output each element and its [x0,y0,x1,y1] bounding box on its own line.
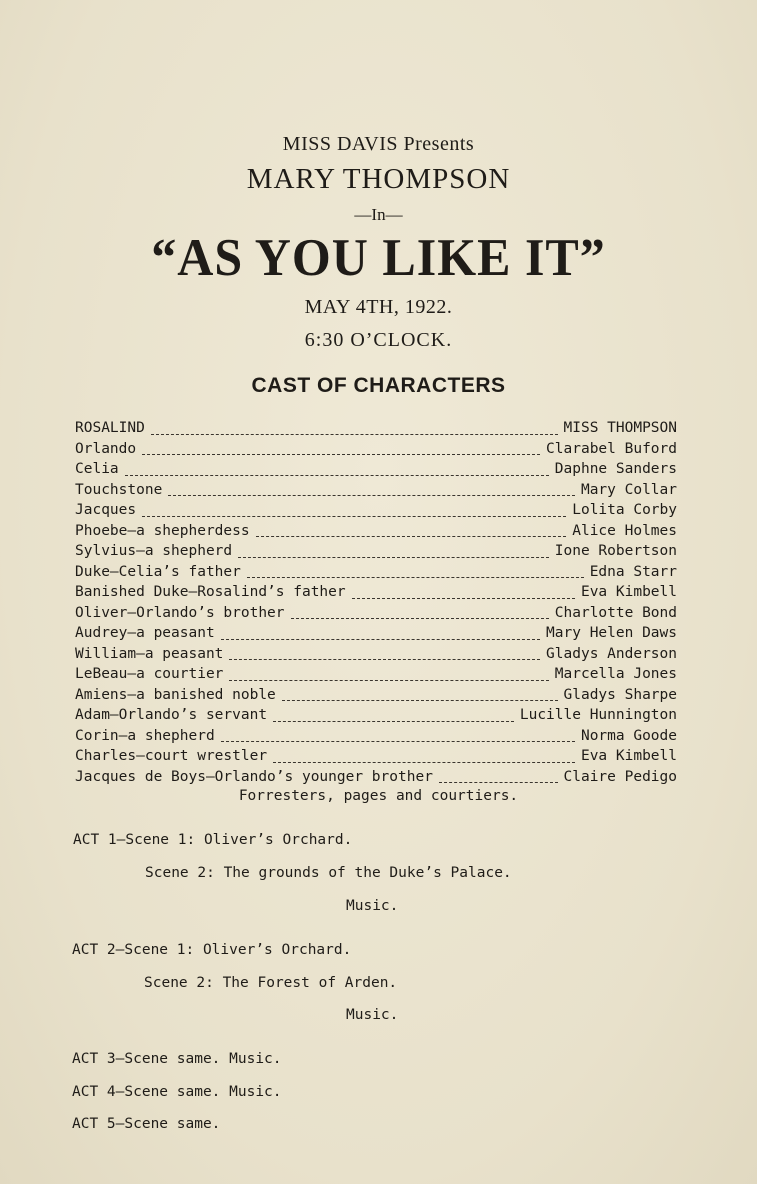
cast-row [75,625,677,646]
cast-row [75,461,677,482]
cast-row [75,502,677,523]
cast-heading: CAST OF CHARACTERS [251,374,506,397]
cast-role: Sylvius—a shepherd [75,543,233,559]
cast-actor: Gladys Anderson [546,645,677,662]
cast-row [75,646,677,667]
leader-dashes [352,588,575,599]
cast-role: Amiens—a banished noble [75,686,276,703]
cast-row [75,728,677,749]
leader-dashes [291,608,549,619]
leader-dashes [439,772,558,783]
cast-actor: Mary Helen Daws [546,625,677,641]
act-5: ACT 5—Scene same. [72,1116,221,1132]
cast-actor: Mary Collar [580,481,677,498]
cast-actor: Norma Goode [580,727,677,744]
in-line: —In— [354,205,403,224]
leader-dashes [168,485,575,496]
cast-role: Orlando [75,440,137,457]
cast-actor: Claire Pedigo [563,768,677,785]
cast-role: Charles—court wrestler [75,748,268,764]
leader-dashes [273,752,575,763]
act-1-scene-2: Scene 2: The grounds of the Duke’s Palace. [145,865,512,881]
cast-role: Duke—Celia’s father [75,563,241,580]
cast-row [75,605,677,626]
leader-dashes [273,711,514,722]
cast-row [75,564,677,585]
cast-role: Touchstone [75,481,163,498]
cast-actor: Gladys Sharpe [563,686,677,703]
leader-dashes [229,670,548,681]
leader-dashes [282,690,558,701]
cast-role: Jacques de Boys—Orlando’s younger brother [75,768,433,785]
cast-row [75,482,677,503]
cast-actor: Eva Kimbell [580,584,677,600]
leader-dashes [247,567,584,578]
star-name: MARY THOMPSON [246,163,511,195]
leader-dashes [221,629,540,640]
act-2-scene-2: Scene 2: The Forest of Arden. [144,975,398,991]
act-1: ACT 1—Scene 1: Oliver’s Orchard. [73,832,353,848]
cast-actor: Charlotte Bond [554,604,677,621]
cast-role: Jacques [75,502,137,518]
cast-role: ROSALIND [75,420,145,436]
cast-row [75,523,677,544]
play-title: “AS YOU LIKE IT” [151,227,606,287]
cast-actor: Edna Starr [589,563,677,580]
performance-date: MAY 4TH, 1922. [304,296,453,318]
leader-dashes [142,506,566,517]
cast-actor: Alice Holmes [572,522,677,539]
cast-row [75,687,677,708]
cast-row [75,666,677,687]
cast-role: Adam—Orlando’s servant [75,707,268,723]
cast-row [75,769,677,790]
cast-role: Audrey—a peasant [75,625,215,641]
cast-row [75,441,677,462]
extras-line: Forresters, pages and courtiers. [238,788,519,804]
act-4: ACT 4—Scene same. Music. [72,1084,282,1100]
cast-role: Corin—a shepherd [75,727,215,744]
music-note-2: Music. [346,1007,399,1023]
cast-list [75,420,677,789]
cast-actor: Lucille Hunnington [519,707,677,723]
cast-row [75,707,677,728]
act-2: ACT 2—Scene 1: Oliver’s Orchard. [72,942,352,958]
cast-role: Oliver—Orlando’s brother [75,604,285,621]
leader-dashes [256,526,567,537]
act-3: ACT 3—Scene same. Music. [72,1051,282,1067]
cast-role: Celia [75,461,119,477]
cast-role: LeBeau—a courtier [75,666,224,682]
cast-row [75,748,677,769]
cast-role: William—a peasant [75,645,224,662]
cast-row [75,543,677,564]
cast-actor: Clarabel Buford [546,440,677,457]
leader-dashes [221,731,575,742]
cast-row [75,584,677,605]
performance-time: 6:30 O’CLOCK. [304,329,453,351]
cast-actor: Daphne Sanders [554,461,677,477]
leader-dashes [229,649,540,660]
cast-row [75,420,677,441]
music-note-1: Music. [346,898,399,914]
cast-actor: Eva Kimbell [580,748,677,764]
leader-dashes [151,424,558,435]
cast-actor: Ione Robertson [554,543,677,559]
cast-actor: Lolita Corby [572,502,677,518]
leader-dashes [142,444,540,455]
cast-actor: MISS THOMPSON [563,420,677,436]
cast-role: Phoebe—a shepherdess [75,522,250,539]
leader-dashes [238,547,549,558]
presenter-line: MISS DAVIS Presents [282,133,475,155]
cast-actor: Marcella Jones [554,666,677,682]
leader-dashes [125,465,549,476]
cast-role: Banished Duke—Rosalind’s father [75,584,346,600]
